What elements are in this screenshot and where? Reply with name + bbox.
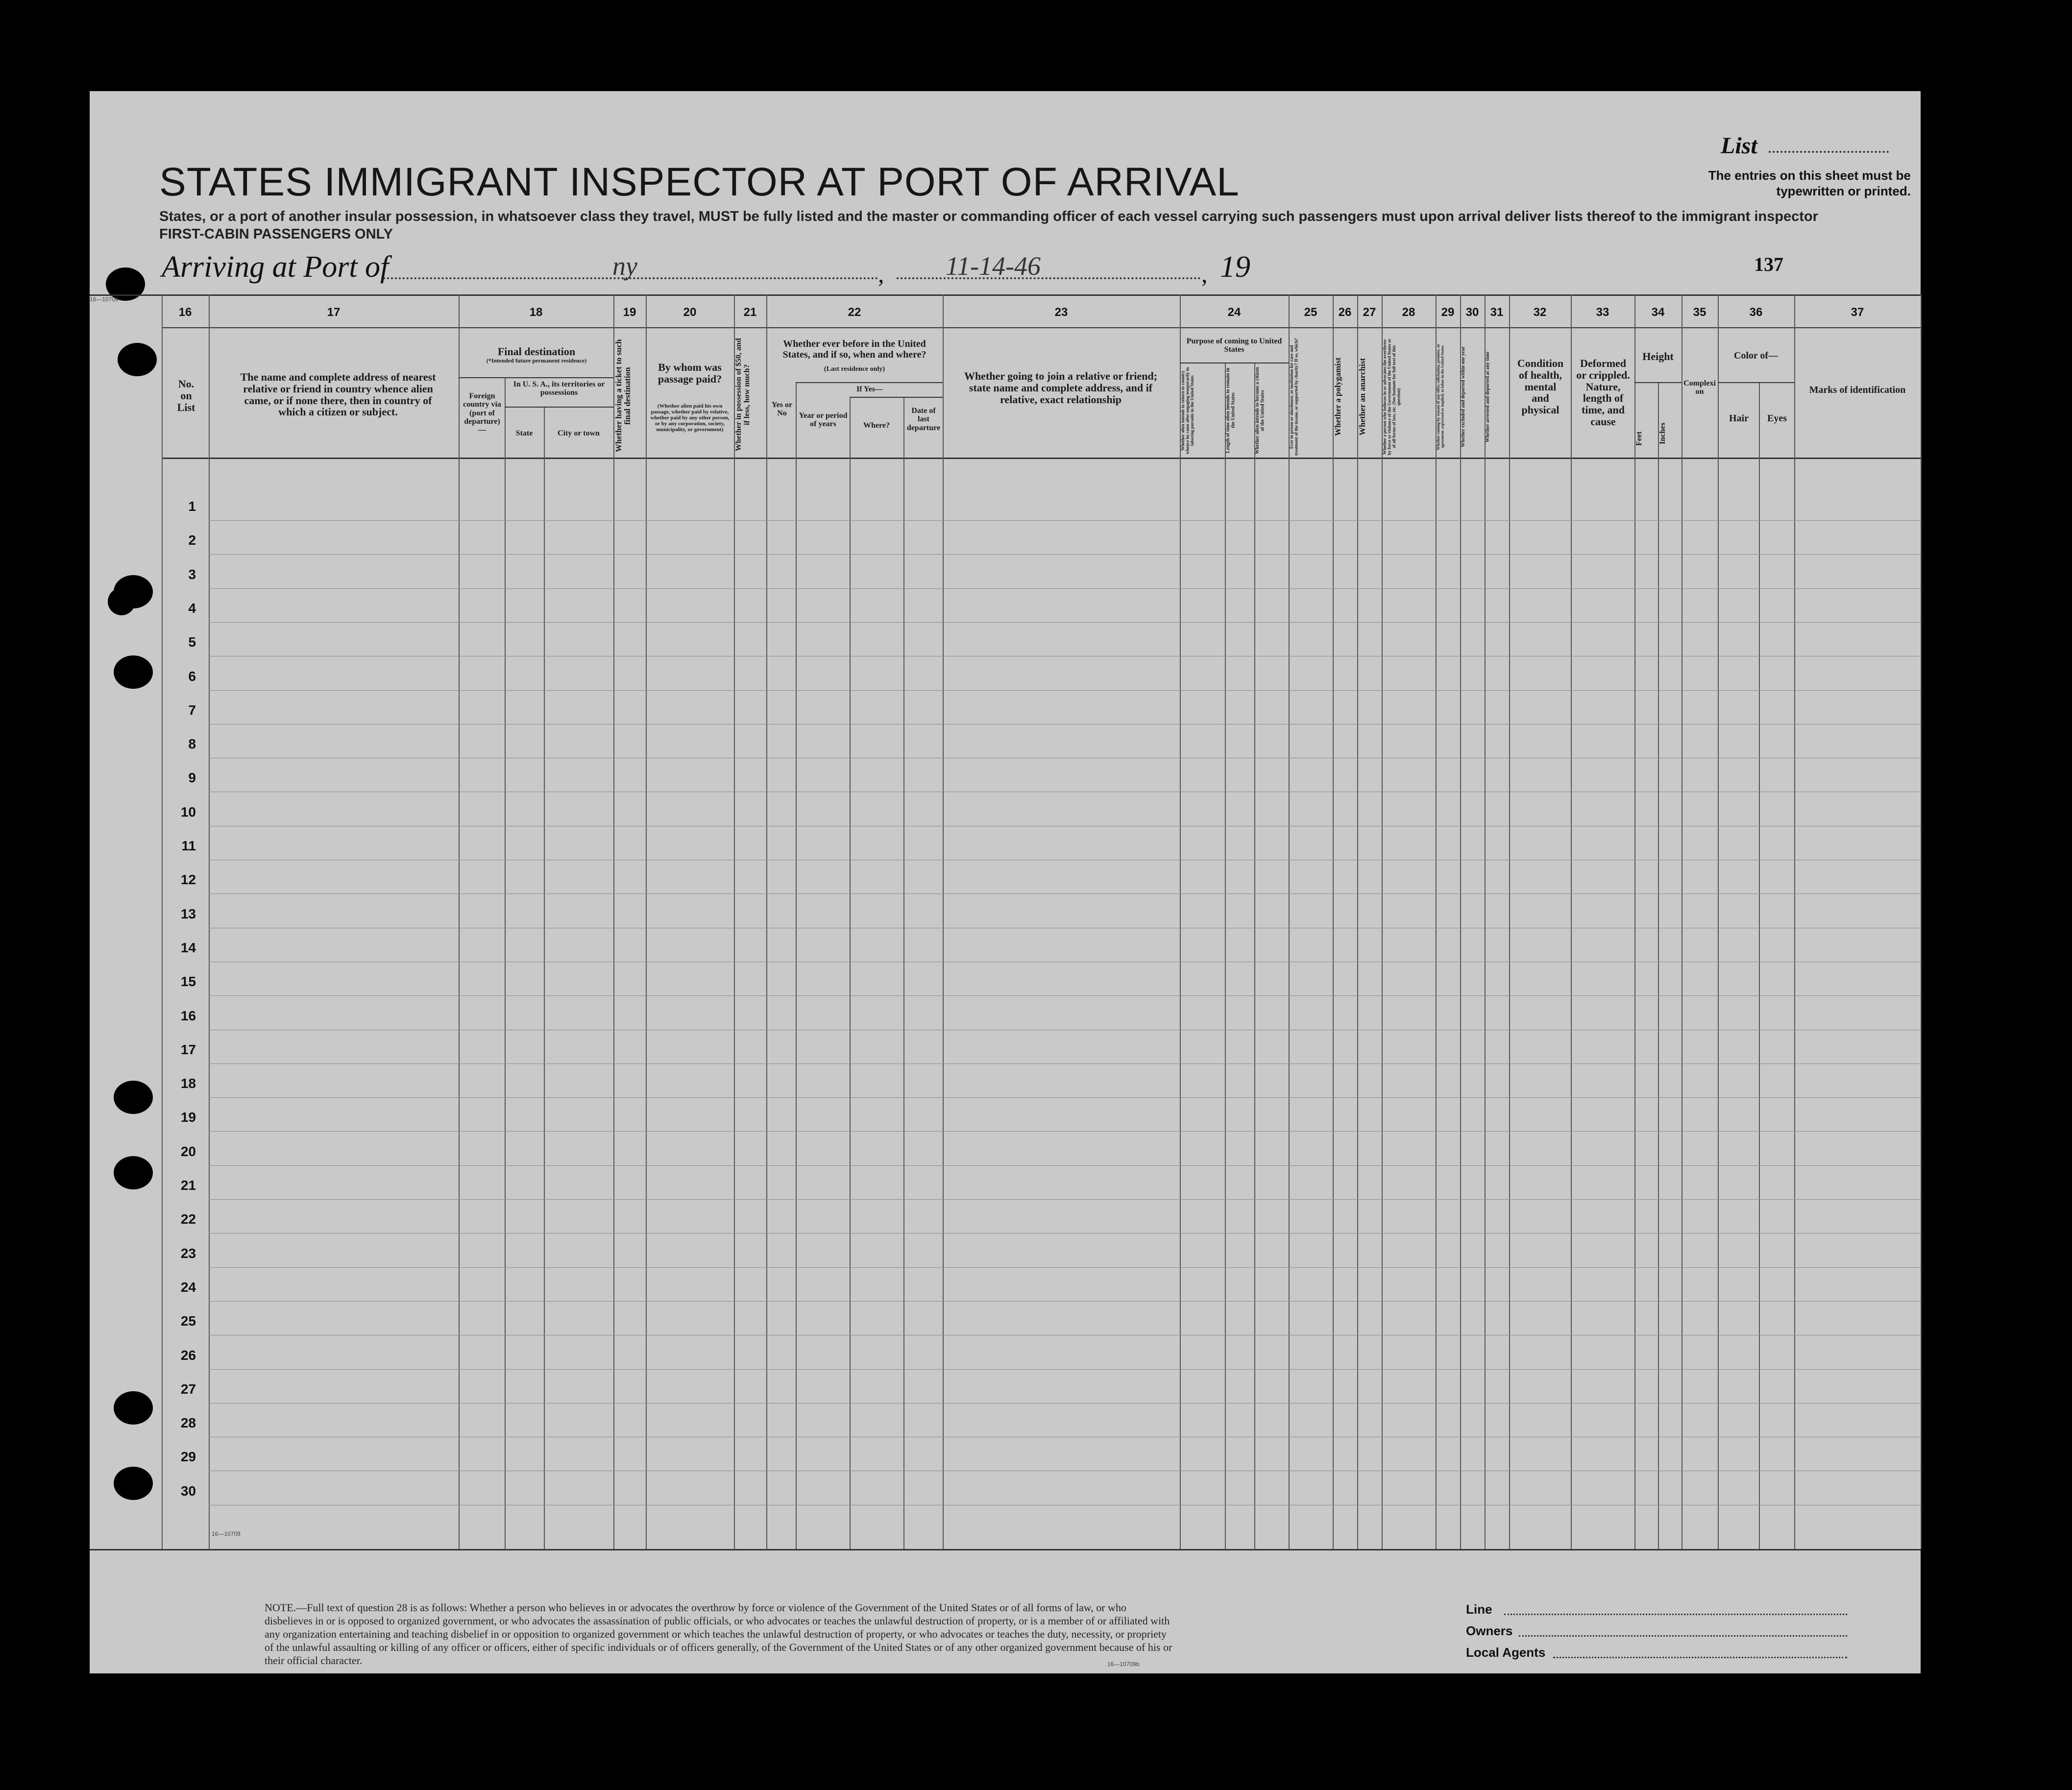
col-anarchist: Whether an anarchist [1358, 358, 1367, 436]
col-question-28: Whether a person who believes in or advocates the overthrow by force or violence of the Government of the United States or of all forms of law, etc. (See footnote for full text of this question) [1382, 339, 1401, 455]
row-number: 1 [188, 499, 196, 514]
col-nearest-relative: The name and complete address of nearest relative or friend in country whence alien came, or if none there, then in country of which a citizen or subject. [240, 371, 436, 418]
row-number: 23 [180, 1246, 196, 1261]
intro-line: States, or a port of another insular possession, in whatsoever class they travel, MUST be fully listed and the master or commanding officer of each vessel carrying such passengers must upon arrival deliver lists thereof to the immigrant inspector [159, 209, 1818, 224]
sheet-number: 137 [1754, 253, 1783, 275]
col-going-to-join: Whether going to join a relative or friend; state name and complete address, and if relative, exact relationship [964, 370, 1158, 406]
row-number: 6 [188, 669, 196, 684]
row-number: 17 [180, 1042, 196, 1057]
footer-form-code: 16—10709b [1107, 1661, 1140, 1668]
row-number: 26 [180, 1348, 196, 1363]
col-state: State [515, 429, 533, 437]
col-health: Condition of health, mental and physical [1517, 357, 1564, 416]
col-arrested: Whether arrested and deported at any time [1485, 351, 1490, 442]
col-final-destination: Final destination [497, 345, 576, 358]
col-city: City or town [558, 429, 600, 437]
row-number: 25 [180, 1313, 196, 1329]
row-number: 22 [180, 1211, 196, 1227]
table-row [209, 690, 1921, 691]
form-number: 16—10709 [90, 296, 119, 303]
col-passage-paid: By whom was passage paid? [658, 361, 722, 385]
row-number: 8 [188, 736, 196, 751]
punch-hole [114, 1467, 153, 1500]
col-purpose: Purpose of coming to United States [1186, 337, 1282, 354]
col-marks: Marks of identification [1809, 385, 1906, 395]
footnote-question-28: NOTE.—Full text of question 28 is as follows: Whether a person who believes in or advocates the overthrow by force or violence of the Government of the United States or of all forms of law, or who disbelieves in or is opposed to organized government, or who advocates the assassination of public officials, or who advocates or teaches the unlawful destruction of property, or is a member of or affiliated with any organization entertaining and teaching disbelief in or opposition to organized government or which teaches the unlawful destruction of property, or who advocates or teaches the duty, necessity, or propriety of the unlawful assaulting or killing of any officer or officers, either of specific individuals or of officers generally, of the Government of the United States or of any other organized government because of his or their official character. [265, 1601, 1172, 1667]
list-label: List [1721, 133, 1757, 159]
row-number: 18 [180, 1076, 196, 1091]
col-ever-before: Whether ever before in the United States, and if so, when and where? [782, 339, 926, 360]
col-in-usa: In U. S. A., its territories or possessions [513, 380, 605, 397]
table-row [209, 724, 1921, 725]
col-fifty-dollars: Whether in possession of $50, and if less, how much? [734, 338, 751, 452]
table-row [209, 995, 1921, 996]
col-excluded: Whether excluded and deported within one year [1461, 346, 1466, 447]
col-color-of: Color of— [1733, 350, 1779, 361]
table-row [209, 1165, 1921, 1166]
table-row [209, 622, 1921, 623]
punch-hole [108, 588, 135, 615]
col-inches: Inches [1658, 422, 1667, 445]
row-number: 24 [180, 1280, 196, 1295]
table-row [209, 1131, 1921, 1132]
row-number: 29 [180, 1449, 196, 1464]
table-row [209, 520, 1921, 521]
row-number: 19 [180, 1110, 196, 1125]
table-row [209, 1369, 1921, 1370]
row-number: 21 [180, 1178, 196, 1193]
row-number: 10 [180, 804, 196, 820]
row-number: 7 [188, 702, 196, 718]
year-prefix: 19 [1220, 250, 1250, 284]
punch-hole [114, 655, 153, 689]
line-label: Line [1466, 1602, 1492, 1617]
col-offer-labor: Whether coming by reason of any offer, solicitation, promise, or agreement, expressed or implied, to labor in the United States [1436, 343, 1445, 450]
row-number: 9 [188, 770, 196, 785]
row-number: 27 [180, 1381, 196, 1397]
inner-form-code: 16—10709 [212, 1530, 241, 1537]
form-title: STATES IMMIGRANT INSPECTOR AT PORT OF ARRIVAL [159, 160, 1240, 204]
entries-note: The entries on this sheet must be typewritten or printed. [1708, 168, 1911, 198]
row-number: 11 [181, 838, 196, 853]
table-row [209, 1301, 1921, 1302]
col-no-on-list: No. on List [177, 378, 195, 413]
row-number: 15 [180, 974, 196, 989]
row-number: 4 [188, 601, 196, 616]
row-number: 12 [180, 872, 196, 887]
arriving-label: Arriving at Port of [162, 250, 389, 284]
col-yes-no: Yes or No [771, 401, 793, 418]
owners-label: Owners [1466, 1623, 1513, 1638]
table-row [209, 554, 1921, 555]
row-number: 28 [180, 1415, 196, 1430]
row-number: 30 [180, 1483, 196, 1499]
table-row [209, 1097, 1921, 1098]
col-height: Height [1642, 350, 1674, 363]
col-foreign-country: Foreign country via (port of departure)— [463, 392, 501, 435]
col-eyes: Eyes [1767, 413, 1787, 424]
table-row [209, 588, 1921, 589]
punch-hole [118, 343, 157, 376]
col-year-period: Year or period of years [799, 411, 848, 429]
local-agents-label: Local Agents [1466, 1645, 1546, 1660]
row-number: 3 [188, 567, 196, 582]
col-hair: Hair [1729, 413, 1749, 424]
punch-hole [114, 1391, 153, 1425]
manifest-sheet [90, 91, 1921, 1673]
date-handwritten: 11-14-46 [946, 251, 1041, 281]
table-row [209, 1267, 1921, 1268]
row-number: 13 [180, 906, 196, 921]
class-line: FIRST-CABIN PASSENGERS ONLY [159, 226, 393, 242]
row-number: 5 [188, 634, 196, 650]
port-handwritten: ny [612, 251, 637, 281]
table-row [209, 1233, 1921, 1234]
col-complexion: Complexion [1683, 379, 1716, 396]
col-polygamist: Whether a polygamist [1333, 357, 1342, 436]
row-number: 20 [180, 1144, 196, 1159]
col-date-departure: Date of last departure [906, 407, 941, 432]
row-number: 16 [180, 1008, 196, 1023]
row-number: 14 [180, 940, 196, 955]
table-row [209, 1199, 1921, 1200]
col-prison: Ever in prison or almshouse, or institution for care and treatment of the insane, or supported by charity? If so, which? [1289, 338, 1299, 456]
col-ticket: Whether having a ticket to such final destination [614, 339, 632, 453]
col-deformed: Deformed or crippled. Nature, length of time, and cause [1576, 357, 1630, 428]
col-where: Where? [863, 421, 890, 430]
punch-hole [114, 1081, 153, 1114]
col-feet: Feet [1635, 431, 1643, 446]
row-number: 2 [188, 532, 196, 548]
punch-hole [114, 1156, 153, 1189]
